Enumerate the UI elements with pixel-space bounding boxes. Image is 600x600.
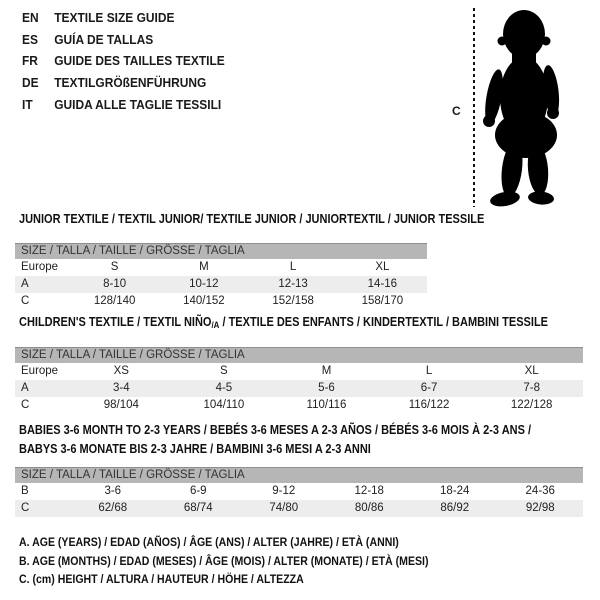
language-row (22, 7, 225, 29)
size-cell: 4-5 (215, 382, 233, 394)
size-cell: 62/68 (98, 502, 128, 514)
size-cell: S (110, 261, 119, 273)
size-cell: XL (375, 261, 390, 273)
size-cell: 12-13 (278, 278, 308, 290)
table-row (15, 293, 427, 310)
language-title-list (22, 7, 225, 115)
row-label: C (21, 399, 30, 411)
row-label: C (21, 295, 30, 307)
table-row (15, 380, 583, 397)
language-row (22, 29, 225, 51)
language-row (22, 72, 225, 94)
size-cell: 92/98 (525, 502, 555, 514)
row-label: B (21, 485, 29, 497)
table-row (15, 483, 583, 500)
baby-silhouette-icon (478, 7, 572, 207)
note-age-months: B. AGE (MONTHS) / EDAD (MESES) / ÂGE (MOIS) / ALTER (MONATE) / ETÀ (MESI) (19, 553, 429, 568)
size-cell: 98/104 (103, 399, 139, 411)
babies-title-line2: BABYS 3-6 MONATE BIS 2-3 JAHRE / BAMBINI 3-6 MESI A 2-3 ANNI (19, 441, 371, 456)
babies-table-title (19, 421, 531, 458)
size-cell: 122/128 (510, 399, 553, 411)
legend-notes (19, 533, 428, 589)
size-cell: 3-4 (112, 382, 130, 394)
row-label: A (21, 382, 29, 394)
row-label: Europe (21, 365, 59, 377)
language-title: TEXTILE SIZE GUIDE (54, 10, 175, 26)
size-cell: 110/116 (306, 399, 347, 411)
language-code: IT (22, 96, 33, 112)
size-cell: 9-12 (272, 485, 296, 497)
size-cell: 6-9 (189, 485, 207, 497)
children-title-rest: / TEXTILE DES ENFANTS / KINDERTEXTIL / BAMBINI TESSILE (219, 315, 549, 329)
size-cell: 158/170 (361, 295, 404, 307)
note-height-cm: C. (cm) HEIGHT / ALTURA / HAUTEUR / HÖHE / ALTEZZA (19, 572, 304, 587)
language-row (22, 50, 225, 72)
language-title: GUÍA DE TALLAS (54, 31, 154, 47)
table-row (15, 363, 583, 380)
size-cell: M (321, 365, 332, 377)
size-cell: L (425, 365, 433, 377)
size-cell: 80/86 (354, 502, 384, 514)
size-cell: 5-6 (318, 382, 335, 394)
children-title-main: CHILDREN'S TEXTILE / TEXTIL NIÑO (19, 315, 212, 329)
size-header-bar: SIZE / TALLA / TAILLE / GRÖSSE / TAGLIA (15, 243, 427, 259)
babies-title-line1: BABIES 3-6 MONTH TO 2-3 YEARS / BEBÉS 3-6 MESES A 2-3 AÑOS / BÉBÉS 3-6 MOIS À 2-3 ANS / (19, 423, 532, 437)
size-cell: 116/122 (408, 399, 450, 411)
children-table-title (19, 315, 548, 330)
size-cell: 74/80 (269, 502, 299, 514)
row-label: C (21, 502, 30, 514)
language-code: FR (22, 53, 38, 69)
size-cell: 18-24 (440, 485, 470, 497)
row-label: A (21, 278, 29, 290)
size-cell: 140/152 (183, 295, 225, 307)
size-cell: 152/158 (272, 295, 314, 307)
language-row (22, 93, 225, 115)
row-label: Europe (21, 261, 59, 273)
language-title: GUIDE DES TAILLES TEXTILE (54, 53, 225, 69)
height-dashed-line (473, 8, 475, 207)
table-row (15, 259, 427, 276)
size-cell: 86/92 (440, 502, 470, 514)
language-code: ES (22, 31, 38, 47)
size-cell: 14-16 (367, 278, 398, 290)
language-title: TEXTILGRÖßENFÜHRUNG (54, 75, 207, 91)
table-row (15, 397, 583, 414)
junior-size-table (15, 243, 427, 310)
height-measure-label: C (452, 104, 461, 118)
size-cell: XS (113, 365, 129, 377)
language-code: DE (22, 75, 39, 91)
size-cell: M (199, 261, 209, 273)
babies-size-table (15, 467, 583, 517)
language-title: GUIDA ALLE TAGLIE TESSILI (54, 96, 222, 112)
size-header-bar: SIZE / TALLA / TAILLE / GRÖSSE / TAGLIA (15, 467, 583, 483)
size-cell: 7-8 (523, 382, 540, 394)
size-header-bar: SIZE / TALLA / TAILLE / GRÖSSE / TAGLIA (15, 347, 583, 363)
size-cell: 3-6 (104, 485, 122, 497)
size-cell: 8-10 (103, 278, 127, 290)
size-cell: 104/110 (203, 399, 245, 411)
junior-table-title: JUNIOR TEXTILE / TEXTIL JUNIOR/ TEXTILE JUNIOR / JUNIORTEXTIL / JUNIOR TESSILE (19, 212, 485, 226)
note-age-years: A. AGE (YEARS) / EDAD (AÑOS) / ÂGE (ANS) / ALTER (JAHRE) / ETÀ (ANNI) (19, 535, 399, 549)
size-cell: 10-12 (189, 278, 219, 290)
table-row (15, 500, 583, 517)
children-size-table (15, 347, 583, 414)
table-row (15, 276, 427, 293)
language-code: EN (22, 10, 39, 26)
size-cell: 6-7 (420, 382, 438, 394)
size-cell: 68/74 (183, 502, 213, 514)
children-title-sub: /A (211, 320, 220, 330)
size-cell: XL (524, 365, 539, 377)
size-cell: 128/140 (93, 295, 136, 307)
size-cell: L (289, 261, 297, 273)
size-cell: S (220, 365, 228, 377)
size-cell: 24-36 (525, 485, 555, 497)
size-cell: 12-18 (354, 485, 384, 497)
